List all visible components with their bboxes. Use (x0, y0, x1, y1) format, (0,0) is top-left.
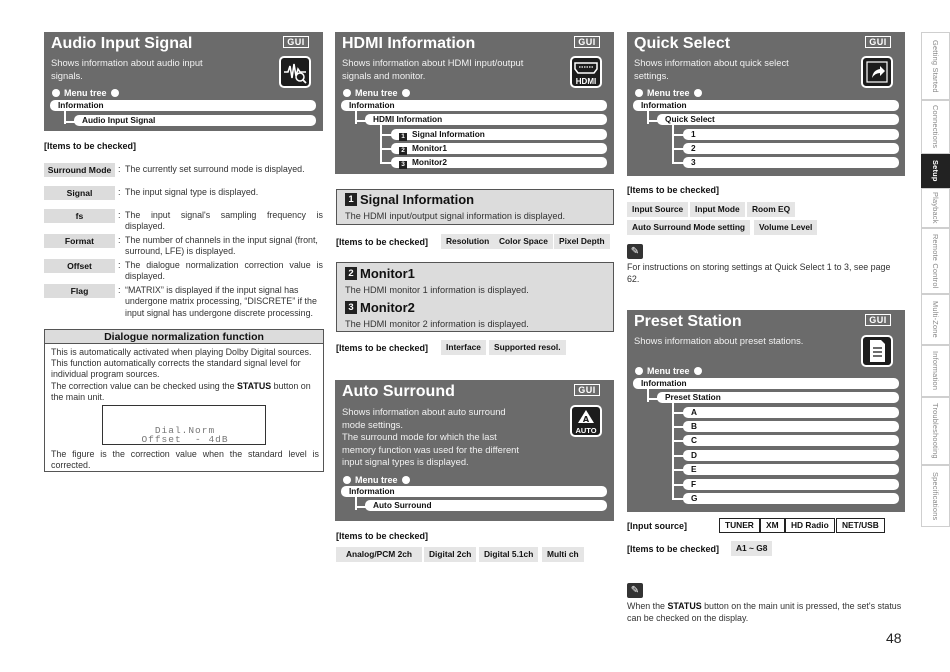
item-tag: Resolution (441, 234, 494, 249)
dialnorm-line: This function automatically corrects the standard signal level for (51, 358, 301, 369)
input-source-tag: HD Radio (785, 518, 835, 533)
desc-fs: The input signal's sampling frequency is displayed. (125, 210, 323, 232)
signal-information-box (336, 189, 614, 225)
tree-item-signal-information: 1 Signal Information (391, 129, 607, 140)
panel-description-2: settings. (634, 70, 669, 81)
bullet-icon (402, 89, 410, 97)
bullet-icon (635, 367, 643, 375)
panel-title: HDMI Information (342, 35, 476, 52)
subsection-title: 2 Monitor1 (345, 266, 415, 281)
display-line-2: Offset - 4dB (141, 434, 229, 445)
panel-description-2: signals. (51, 70, 83, 81)
tree-item-3: 3 (683, 157, 899, 168)
tab-setup[interactable]: Setup (921, 154, 950, 188)
display-line-1: Dial.Norm (154, 425, 216, 436)
display-panel (102, 405, 266, 445)
tree-item-e: E (683, 464, 899, 475)
item-tag: A1 ~ G8 (731, 541, 772, 556)
item-tag: Multi ch (542, 547, 584, 562)
tree-item-1: 1 (683, 129, 899, 140)
auto-surround-panel (335, 380, 614, 521)
item-tag: Analog/PCM 2ch (336, 547, 422, 562)
panel-description: Shows information about auto surround mode settings. The surround mode for which the last memory function was used for the different input signal types is displayed. (342, 406, 519, 467)
dialogue-normalization-title: Dialogue normalization function (45, 330, 323, 344)
tree-item-2: 2 (683, 143, 899, 154)
monitor-box (336, 262, 614, 332)
desc-surround-mode: The currently set surround mode is displayed. (125, 164, 305, 174)
tree-item-g: G (683, 493, 899, 504)
dialogue-normalization-box (44, 329, 324, 472)
panel-description-1: Shows information about quick select (634, 57, 789, 68)
subsection-description: The HDMI monitor 2 information is displayed. (345, 319, 529, 329)
bullet-icon (694, 89, 702, 97)
tree-item-monitor1: 2 Monitor1 (391, 143, 607, 154)
label-offset: Offset (44, 259, 115, 273)
items-heading: [Items to be checked] (336, 531, 429, 541)
label-fs: fs (44, 209, 115, 223)
note-pencil-icon: ✎ (627, 244, 643, 259)
label-signal: Signal (44, 186, 115, 200)
page-number: 48 (886, 630, 902, 646)
tree-item-b: B (683, 421, 899, 432)
menu-tree-label: Menu tree (635, 88, 702, 98)
tree-item-information: Information (50, 100, 316, 111)
panel-description-2: signals and monitor. (342, 70, 426, 81)
dialnorm-line: The correction value can be checked using the STATUS button on (51, 380, 311, 391)
label-flag: Flag (44, 284, 115, 298)
subsection-description: The HDMI monitor 1 information is displayed. (345, 285, 529, 295)
item-tag: Volume Level (754, 220, 817, 235)
tree-item-quick-select: Quick Select (657, 114, 899, 125)
panel-title: Audio Input Signal (51, 35, 193, 52)
panel-title: Auto Surround (342, 383, 455, 400)
desc-flag: “MATRIX” is displayed if the input signal has undergone matrix processing, “DISCRETE” if the input signal has undergone discrete processing. (125, 285, 317, 318)
input-source-tag: NET/USB (836, 518, 885, 533)
items-heading: [Items to be checked] (627, 185, 720, 195)
note-pencil-icon: ✎ (627, 583, 643, 598)
items-heading: [Items to be checked] (336, 237, 429, 247)
audio-waveform-icon (279, 56, 311, 88)
tree-item-monitor2: 3 Monitor2 (391, 157, 607, 168)
quick-select-panel (627, 32, 905, 176)
input-source-tag: XM (760, 518, 785, 533)
bullet-icon (343, 89, 351, 97)
menu-tree-label: Menu tree (52, 88, 119, 98)
panel-title: Preset Station (634, 313, 742, 330)
panel-title: Quick Select (634, 35, 731, 52)
menu-tree-label: Menu tree (343, 475, 410, 485)
item-tag: Pixel Depth (554, 234, 610, 249)
item-tag: Supported resol. (489, 340, 566, 355)
bullet-icon (52, 89, 60, 97)
desc-offset: The dialogue normalization correction value is displayed. (125, 260, 323, 282)
bullet-icon (635, 89, 643, 97)
tab-specifications[interactable]: Specifications (921, 465, 950, 527)
items-heading: [Items to be checked] (627, 544, 720, 554)
quick-select-arrow-icon (861, 56, 893, 88)
tree-item-a: A (683, 407, 899, 418)
tab-troubleshooting[interactable]: Troubleshooting (921, 397, 950, 465)
subsection-title: 1 Signal Information (345, 192, 474, 207)
item-tag: Room EQ (747, 202, 795, 217)
hdmi-connector-icon: HDMI (570, 56, 602, 88)
tab-information[interactable]: Information (921, 345, 950, 397)
tree-item-f: F (683, 479, 899, 490)
tree-item-d: D (683, 450, 899, 461)
svg-text:A: A (582, 415, 590, 424)
item-tag: Input Mode (690, 202, 745, 217)
subsection-title: 3 Monitor2 (345, 300, 415, 315)
input-source-heading: [Input source] (627, 521, 687, 531)
item-tag: Digital 5.1ch (479, 547, 538, 562)
desc-signal: The input signal type is displayed. (125, 187, 259, 197)
panel-description: Shows information about preset stations. (634, 335, 804, 346)
label-surround-mode: Surround Mode (44, 163, 115, 177)
gui-badge: GUI (574, 36, 600, 48)
tree-item-auto-surround: Auto Surround (365, 500, 607, 511)
manual-page: Audio Input Signal GUI Shows information about audio input signals. Menu tree Information Audio Input Signal [Items to be checked] Surround Mode : The currently set surround mode is displayed. Signal : The input signal type is displayed. fs : The input signal's sampling frequency is displayed. Format : The number of channels in the input signal (front, surround, LFE) is displayed. Offset : The dialogue normalization correction value is displayed. Flag : “MATRIX” is displayed if the input signal has undergone matrix processing, “DISCRETE” if the input signal has undergone discrete processing. Dialogue normalization function This is automatically activated when playing Dolby Digital sources. This function automatically corrects the standard signal level for individual program sources. The correction value can be checked using the STATUS button on the main unit. Dial.Norm Offset - 4dB The figure is the correction value when the standard level is corrected. HDMI Information GUI HDMI Shows information about HDMI input/output signals and monitor. Menu tree Information HDMI Information 1 Signal Information 2 Monitor1 3 Monitor2 1 Signal Information The HDMI input/output signal information is displayed. [Items to be checked] Resolution Color Space Pixel Depth 2 Monitor1 The HDMI monitor 1 information is displayed. 3 Monitor2 The HDMI monitor 2 information is displayed. [Items to be checked] Interface Supported resol. Auto Surround GUI A AUTO Shows information about auto surround mode settings. The surround mode for which the last memory function was used for the different input signal types is displayed. Menu tree Information Auto Surround [Items to be checked] Analog/PCM 2ch Digital 2ch Digital 5.1ch Multi ch Quick Select GUI Shows information about quick select settings. Menu tree Information Quick Select 1 2 3 [Items to be checked] Input Source Input Mode Room EQ Auto Surround Mode setting Volume Level ✎ For instructions on storing settings at Quick Select 1 to 3, see page 62. Preset Station GUI Shows information about preset stations. Menu tree Information Preset Station A B C D E F G [Input source] TUNER XM HD Radio NET/USB [Items to be checked] A1 ~ G8 ✎ When the STATUS button on the main unit is pressed, the set's status can be checked on the display. Getting Started Connections Setup Playback Remote Control Multi-Zone Information Troubleshooting Specifications 48 (0, 0, 950, 672)
bullet-icon (402, 476, 410, 484)
item-tag: Digital 2ch (424, 547, 476, 562)
tree-item-preset-station: Preset Station (657, 392, 899, 403)
panel-description-1: Shows information about HDMI input/output (342, 57, 524, 68)
status-note: When the STATUS button on the main unit is pressed, the set's status can be checked on the display. (627, 601, 902, 623)
tab-getting-started[interactable]: Getting Started (921, 32, 950, 100)
quick-select-note: For instructions on storing settings at Quick Select 1 to 3, see page 62. (627, 262, 891, 284)
tab-multi-zone[interactable]: Multi-Zone (921, 294, 950, 345)
dialnorm-footnote: The figure is the correction value when the standard level is (51, 449, 319, 459)
bullet-icon (111, 89, 119, 97)
items-heading: [Items to be checked] (336, 343, 429, 353)
preset-station-panel (627, 310, 905, 512)
auto-surround-icon: A AUTO (570, 405, 602, 437)
dialnorm-line: individual program sources. (51, 369, 160, 380)
tree-item-information: Information (633, 378, 899, 389)
tree-item-hdmi-information: HDMI Information (365, 114, 607, 125)
bullet-icon (694, 367, 702, 375)
gui-badge: GUI (283, 36, 309, 48)
item-tag: Interface (441, 340, 486, 355)
dialnorm-line: This is automatically activated when playing Dolby Digital sources. (51, 347, 312, 357)
item-tag: Auto Surround Mode setting (627, 220, 750, 235)
tree-item-audio-input-signal: Audio Input Signal (74, 115, 316, 126)
audio-input-signal-panel (44, 32, 323, 131)
tab-connections[interactable]: Connections (921, 100, 950, 154)
document-list-icon (861, 335, 893, 367)
tree-item-information: Information (341, 100, 607, 111)
tab-remote-control[interactable]: Remote Control (921, 228, 950, 294)
hdmi-information-panel (335, 32, 614, 174)
item-tag: Input Source (627, 202, 688, 217)
bullet-icon (343, 476, 351, 484)
menu-tree-label: Menu tree (343, 88, 410, 98)
dialnorm-line: the main unit. (51, 391, 105, 402)
dialnorm-footnote: corrected. (51, 460, 91, 471)
tree-item-information: Information (633, 100, 899, 111)
input-source-tag: TUNER (719, 518, 760, 533)
gui-badge: GUI (865, 314, 891, 326)
item-tag: Color Space (494, 234, 553, 249)
menu-tree-label: Menu tree (635, 366, 702, 376)
tree-item-information: Information (341, 486, 607, 497)
panel-description-1: Shows information about audio input (51, 57, 203, 68)
items-heading: [Items to be checked] (44, 141, 137, 151)
gui-badge: GUI (574, 384, 600, 396)
tree-item-c: C (683, 435, 899, 446)
label-format: Format (44, 234, 115, 248)
tab-playback[interactable]: Playback (921, 188, 950, 228)
desc-format: The number of channels in the input signal (front, surround, LFE) is displayed. (125, 235, 318, 257)
subsection-description: The HDMI input/output signal information is displayed. (345, 211, 566, 221)
gui-badge: GUI (865, 36, 891, 48)
